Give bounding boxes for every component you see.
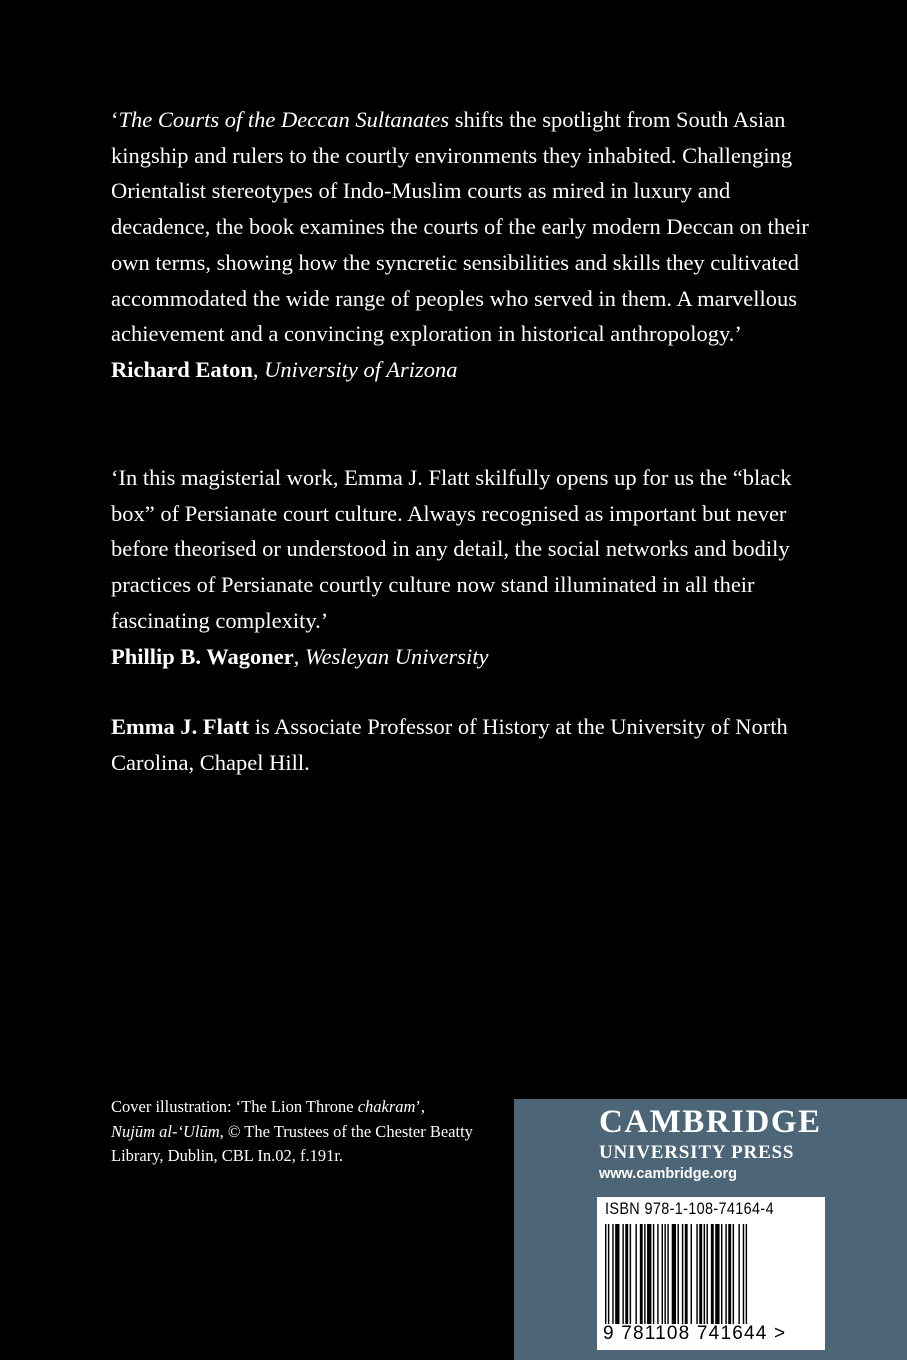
barcode-bar [605, 1224, 606, 1324]
barcode-bar [622, 1224, 623, 1324]
barcode-bar [725, 1224, 726, 1324]
barcode-bar [662, 1224, 663, 1324]
blurb-affiliation: Wesleyan University [305, 643, 489, 669]
cover-credit [111, 1095, 511, 1169]
barcode-bar [657, 1224, 658, 1324]
barcode-bar [678, 1224, 679, 1324]
barcode-bar [672, 1224, 676, 1324]
barcode-bar [615, 1224, 619, 1324]
isbn-barcode [597, 1197, 825, 1350]
barcode-bar [738, 1224, 739, 1324]
barcode-bar [743, 1224, 744, 1324]
barcode-bar [640, 1224, 643, 1324]
publisher-box [514, 1099, 907, 1360]
publisher-logo: CAMBRIDGE [599, 1104, 822, 1140]
barcode-bar [612, 1224, 613, 1324]
blurb-affiliation: University of Arizona [264, 356, 458, 382]
barcode-bar [721, 1224, 722, 1324]
barcode-bar [691, 1224, 692, 1324]
barcode-bar [715, 1224, 719, 1324]
barcode-bar [664, 1224, 665, 1324]
barcode-bar [711, 1224, 714, 1324]
barcode-bar [667, 1224, 668, 1324]
barcode-bar [647, 1224, 651, 1324]
blurb-attribution: Richard Eaton, University of Arizona [111, 356, 458, 382]
publisher-subtitle: UNIVERSITY PRESS [599, 1142, 795, 1163]
barcode-bar [699, 1224, 702, 1324]
blurb-richard-eaton: ‘The Courts of the Deccan Sultanates shifts the spotlight from South Asian kingship and rulers to the courtly environments they inhabited. Challenging Orientalist stereotypes of Indo-Muslim courts as mired in luxury and decadence, the book examines the courts of the early modern Deccan on their own terms, showing how the syncretic sensibilities and skills they cultivated accommodated the wide range of peoples who served in them. A marvellous achievement and a convincing exploration in historical anthropology.’ Richard Eaton, University of Arizona [111, 102, 811, 388]
author-bio [111, 709, 811, 780]
barcode-bar [733, 1224, 734, 1324]
blurb-phillip-wagoner [111, 460, 811, 674]
barcode-bar [635, 1224, 636, 1324]
credit-chakram: chakram [357, 1097, 416, 1116]
isbn-label: ISBN 978-1-108-74164-4 [605, 1199, 774, 1218]
book-title: The Courts of the Deccan Sultanates [118, 107, 450, 132]
barcode-bar [682, 1224, 683, 1324]
blurb-author: Richard Eaton [111, 356, 253, 382]
barcode-digits: 9 781108 741644 > [603, 1323, 787, 1344]
publisher-url: www.cambridge.org [599, 1166, 738, 1182]
barcode-bar [746, 1224, 747, 1324]
blurb-attribution: Phillip B. Wagoner, Wesleyan University [111, 643, 489, 669]
author-name: Emma J. Flatt [111, 714, 250, 739]
barcode-bar [696, 1224, 697, 1324]
barcode-bar [704, 1224, 705, 1324]
barcode-bar [653, 1224, 654, 1324]
blurb-author: Phillip B. Wagoner [111, 643, 294, 669]
barcode-bar [630, 1224, 631, 1324]
barcode-bar [644, 1224, 645, 1324]
barcode-bar [685, 1224, 688, 1324]
blurb-text: ‘In this magisterial work, Emma J. Flatt skilfully opens up for us the “black box” of Persianate court culture. Always recognised as important but never before theorised or understood in any detail, the social networks and bodily practices of Persianate courtly culture now stand illuminated in all their fascinating complexity.’ [111, 465, 792, 633]
credit-source: Nujūm al-‘Ulūm [111, 1121, 220, 1141]
blurb-text: shifts the spotlight from South Asian kingship and rulers to the courtly environments they inhabited. Challenging Orientalist stereotypes of Indo-Muslim courts as mired in luxury and decadence, the book examines the courts of the early modern Deccan on their own terms, showing how the syncretic sensibilities and skills they cultivated accommodated the wide range of peoples who served in them. A marvellous achievement and a convincing exploration in historical anthropology.’ [111, 107, 809, 347]
author-bio-text: is Associate Professor of History at the University of North Carolina, Chapel Hill. [111, 714, 788, 775]
credit-prefix: Cover illustration: ‘The Lion Throne [111, 1097, 358, 1116]
credit-suffix: , © The Trustees of the Chester Beatty Library, Dublin, CBL In.02, f.191r. [111, 1121, 473, 1165]
barcode-bars [605, 1224, 801, 1324]
barcode-bar [707, 1224, 708, 1324]
barcode-bar [625, 1224, 628, 1324]
barcode-bar [728, 1224, 731, 1324]
credit-mid: ’, [415, 1097, 426, 1116]
barcode-bar [608, 1224, 609, 1324]
